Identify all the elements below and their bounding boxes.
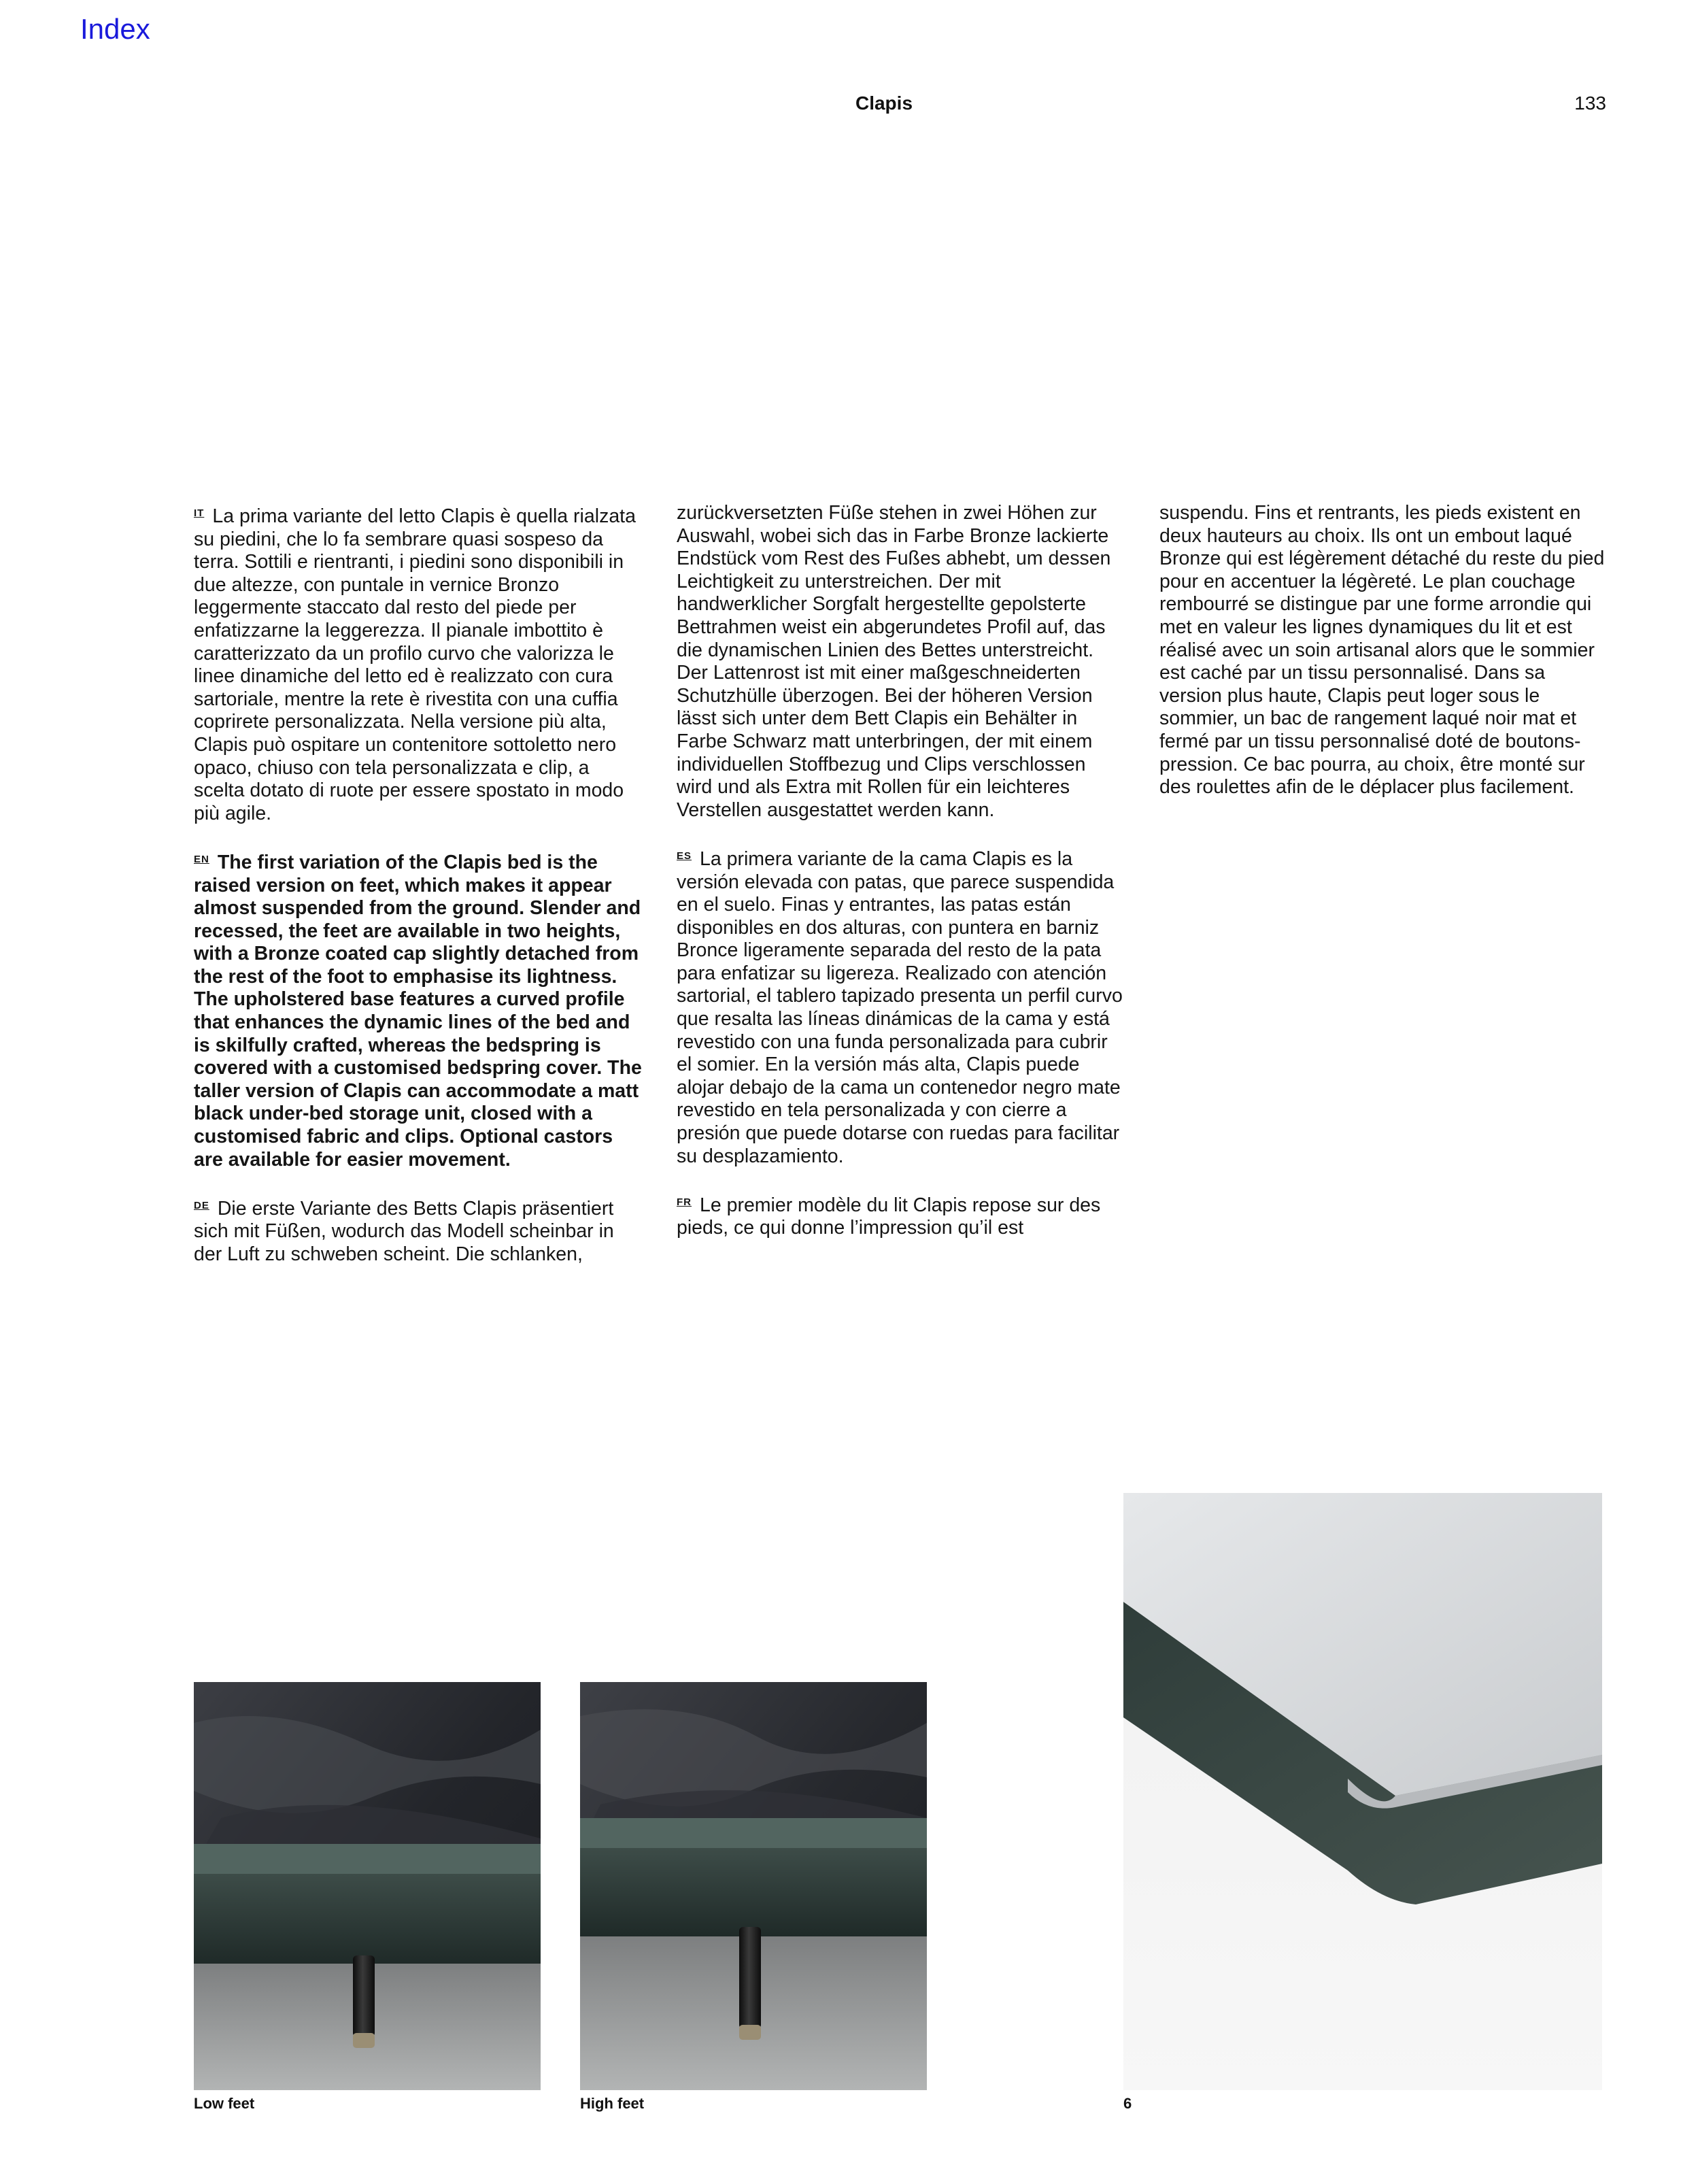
text-column-3 [1159,502,1608,822]
photo-low-feet [194,1682,541,2090]
paragraph-fr-start [677,1191,1125,1240]
language-tag-en: EN [194,853,209,865]
paragraph-en [194,848,643,1171]
text-fr-part2: suspendu. Fins et rentrants, les pieds existent en deux hauteurs au choix. Ils ont un embout laqué Bronze qui est légèrement détaché du reste du pied pour en accentuer la légèreté. Le plan couchage rembourré se distingue par une forme arrondie qui met en valeur les lignes dynamiques du lit et est réalisé avec un soin artisanal alors que le sommier est caché par un tissu personnalisé. Dans sa version plus haute, Clapis peut loger sous le sommier, un bac de rangement laqué noir mat et fermé par un tissu personnalisé doté de boutons-pression. Ce bac pourra, au choix, être monté sur des roulettes afin de le déplacer plus facilement. [1159,502,1605,799]
text-it: La prima variante del letto Clapis è quella rialzata su piedini, che lo fa sembrare quasi sospeso da terra. Sottili e rientranti, i piedini sono disponibili in due altezze, con puntale in vernice Bronzo leggermente staccato dal resto del piede per enfatizzarne la leggerezza. Il pianale imbottito è caratterizzato da un profilo curvo che valorizza le linee dinamiche del letto ed è realizzato con cura sartoriale, mentre la rete è rivestita con una cuffia coprirete personalizzata. Nella versione più alta, Clapis può ospitare un contenitore sottoletto nero opaco, chiuso con tela personalizzata e clip, a scelta dotato di ruote per essere spostato in modo più agile. [194,505,636,824]
caption-figure-number: 6 [1123,2095,1132,2112]
paragraph-it [194,502,643,825]
photo-corner-detail [1123,1493,1602,2090]
paragraph-es [677,845,1125,1168]
text-en: The first variation of the Clapis bed is the raised version on feet, which makes it appear almost suspended from the ground. Slender and recessed, the feet are available in two heights, with a Bronze coated cap slightly detached from the rest of the foot to emphasise its lightness. The upholstered base features a curved profile that enhances the dynamic lines of the bed and is skilfully crafted, whereas the bedspring is covered with a customised bedspring cover. The taller version of Clapis can accommodate a matt black under-bed storage unit, closed with a customised fabric and clips. Optional castors are available for easier movement. [194,851,642,1171]
text-column-1 [194,502,643,1289]
language-tag-it: IT [194,507,205,519]
page-number: 133 [1574,93,1606,114]
caption-high-feet: High feet [580,2095,645,2112]
paragraph-de-start [194,1194,643,1266]
text-fr-part1: Le premier modèle du lit Clapis repose sur des pieds, ce qui donne l’impression qu’il est [677,1194,1101,1239]
language-tag-fr: FR [677,1196,692,1208]
text-es: La primera variante de la cama Clapis es la versión elevada con patas, que parece suspendida en el suelo. Finas y entrantes, las patas están disponibles en dos alturas, con puntera en barniz Bronce ligeramente separada del resto de la pata para enfatizar su ligereza. Realizado con atención sartorial, el tablero tapizado presenta un perfil curvo que resalta las líneas dinámicas de la cama y está revestido con una funda personalizada para cubrir el somier. En la versión más alta, Clapis puede alojar debajo de la cama un contenedor negro mate revestido en tela personalizada y con cierre a presión que puede dotarse con ruedas para facilitar su desplazamiento. [677,847,1123,1167]
text-column-2 [677,502,1125,1263]
caption-low-feet: Low feet [194,2095,255,2112]
text-de-part2: zurückversetzten Füße stehen in zwei Höhen zur Auswahl, wobei sich das in Farbe Bronze lackierte Endstück vom Rest des Fußes abhebt, um dessen Leichtigkeit zu unterstreichen. Der mit handwerklicher Sorgfalt hergestellte gepolsterte Bettrahmen weist ein abgerundetes Profil auf, das die dynamischen Linien des Bettes unterstreicht. Der Lattenrost ist mit einer maßgeschneiderten Schutzhülle überzogen. Bei der höheren Version lässt sich unter dem Bett Clapis ein Behälter in Farbe Schwarz matt unterbringen, der mit einem individuellen Stoffbezug und Clips verschlossen wird und als Extra mit Rollen für ein leichteres Verstellen ausgestattet werden kann. [677,502,1111,821]
photo-high-feet [580,1682,927,2090]
language-tag-de: DE [194,1199,209,1211]
page-title: Clapis [855,93,913,114]
paragraph-de-continued [677,502,1125,822]
index-link[interactable]: Index [80,13,150,45]
language-tag-es: ES [677,850,692,862]
text-de-part1: Die erste Variante des Betts Clapis präsentiert sich mit Füßen, wodurch das Modell scheinbar in der Luft zu schweben scheint. Die schlanken, [194,1197,614,1265]
paragraph-fr-continued [1159,502,1608,799]
